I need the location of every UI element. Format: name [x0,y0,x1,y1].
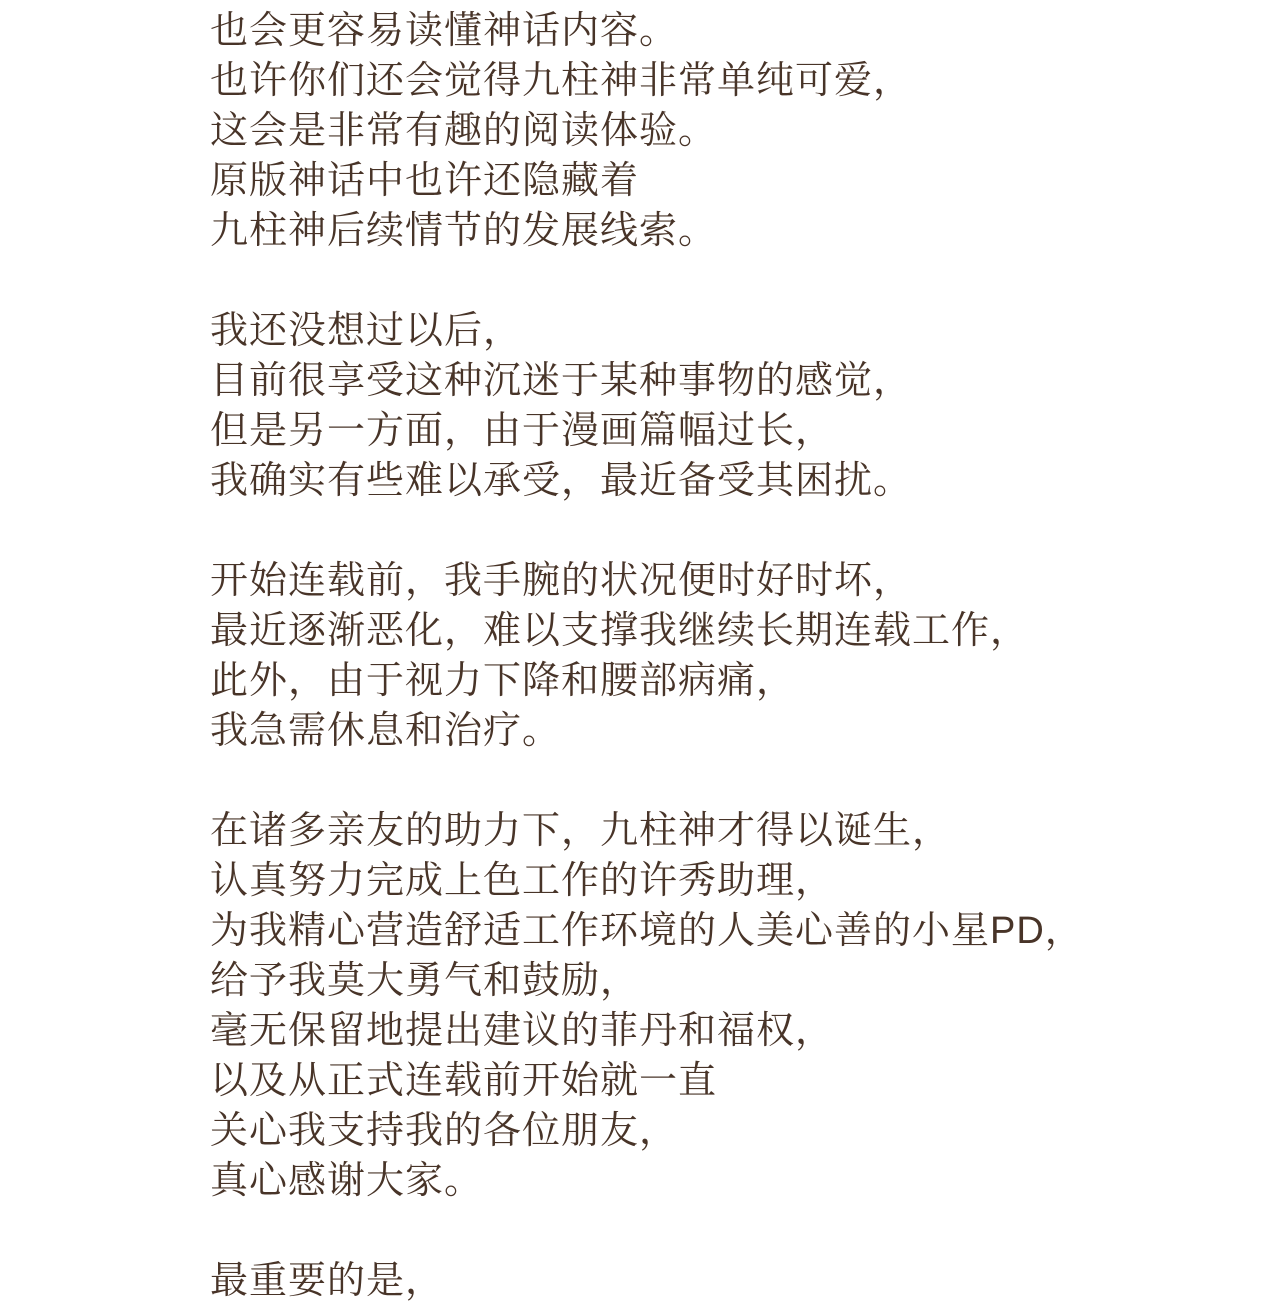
text-line: 此外，由于视力下降和腰部病痛， [210,660,796,702]
text-line: 但是另一方面，由于漫画篇幅过长， [210,410,835,452]
text-line: 认真努力完成上色工作的许秀助理， [210,860,835,902]
paragraph [210,806,1240,1206]
text-line: 这会是非常有趣的阅读体验。 [210,110,718,152]
text-line: 目前很享受这种沉迷于某种事物的感觉， [210,360,913,402]
text-line: 我还没想过以后， [210,310,523,352]
paragraph [210,556,1240,756]
text-line: 最重要的是， [210,1260,445,1302]
text-line: 我急需休息和治疗。 [210,710,562,752]
text-line: 给予我莫大勇气和鼓励， [210,960,640,1002]
text-line: 毫无保留地提出建议的菲丹和福权， [210,1010,835,1052]
text-line: 也许你们还会觉得九柱神非常单纯可爱， [210,60,913,102]
text-line: 原版神话中也许还隐藏着 [210,160,640,202]
text-line: 为我精心营造舒适工作环境的人美心善的小星PD， [210,910,1084,952]
paragraph [210,306,1240,506]
text-line: 关心我支持我的各位朋友， [210,1110,679,1152]
text-line: 也会更容易读懂神话内容。 [210,10,679,52]
text-line: 我确实有些难以承受，最近备受其困扰。 [210,460,913,502]
text-line: 九柱神后续情节的发展线索。 [210,210,718,252]
text-line: 最近逐渐恶化，难以支撑我继续长期连载工作， [210,610,1030,652]
text-line: 在诸多亲友的助力下，九柱神才得以诞生， [210,810,952,852]
paragraph [210,1256,1240,1306]
text-line: 以及从正式连载前开始就一直 [210,1060,718,1102]
paragraph [210,6,1240,256]
text-line: 开始连载前，我手腕的状况便时好时坏， [210,560,913,602]
text-line: 真心感谢大家。 [210,1160,484,1202]
